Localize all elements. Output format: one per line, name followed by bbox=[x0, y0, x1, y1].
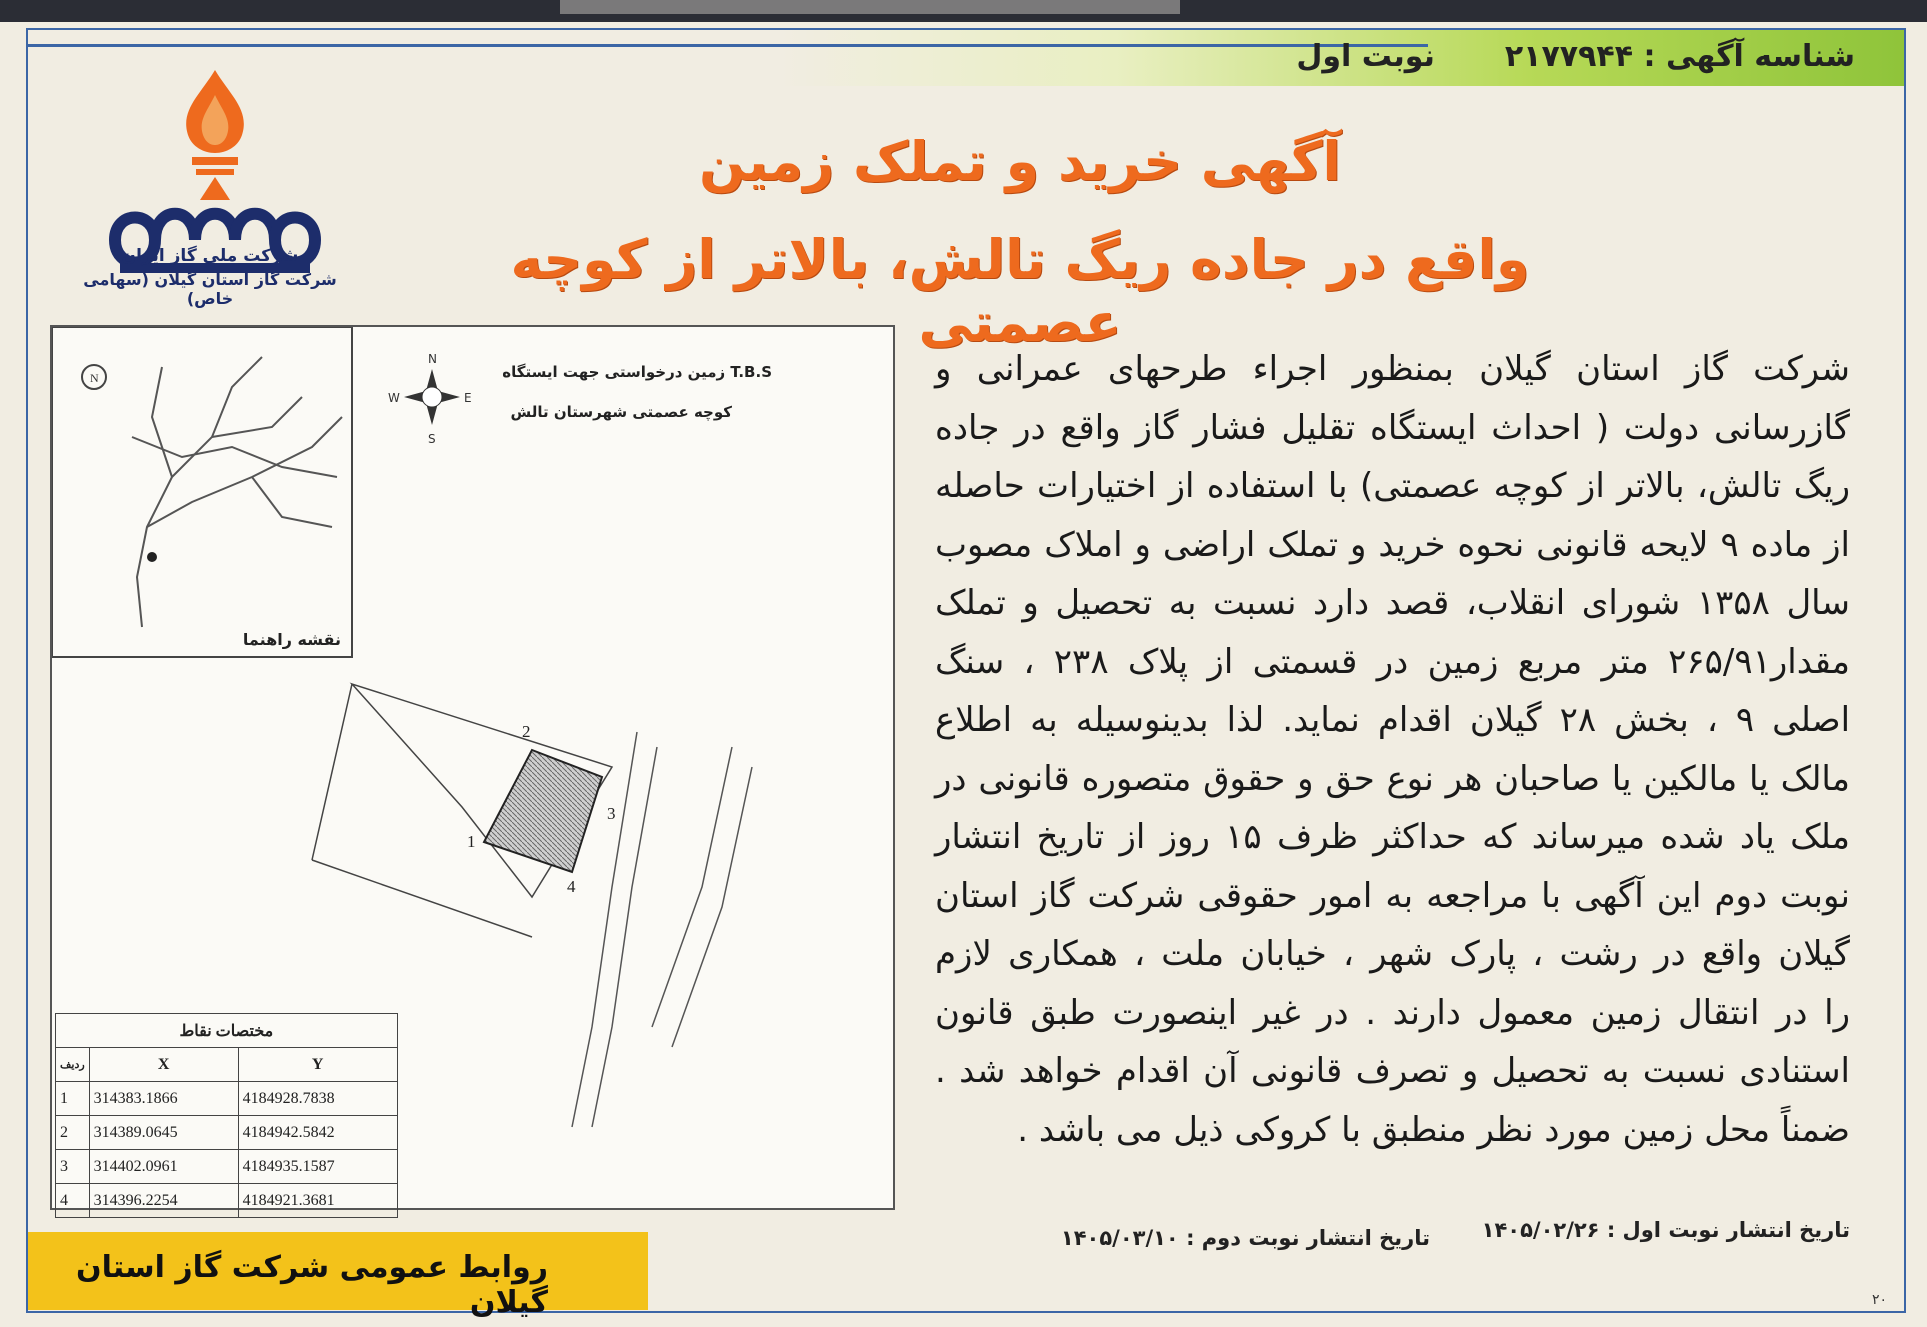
second-publication-date: تاریخ انتشار نوبت دوم : ۱۴۰۵/۰۳/۱۰ bbox=[1060, 1226, 1430, 1250]
guide-map-north-letter: N bbox=[90, 371, 99, 385]
table-header-row: ردیف bbox=[56, 1048, 90, 1082]
body-line: گازرسانی دولت ( احداث ایستگاه تقلیل فشار گاز واقع در جاده bbox=[935, 407, 1850, 448]
table-row bbox=[56, 1082, 398, 1116]
coordinates-table bbox=[55, 1013, 398, 1218]
table-row bbox=[56, 1116, 398, 1150]
point-x: 314396.2254 bbox=[89, 1184, 238, 1218]
parcel-boundary-line bbox=[312, 860, 532, 937]
point-id: 3 bbox=[56, 1150, 90, 1184]
table-row bbox=[56, 1184, 398, 1218]
parcel-boundary-line bbox=[312, 684, 352, 860]
publication-round: نوبت اول bbox=[1296, 38, 1435, 74]
map-caption-line1: زمین درخواستی جهت ایستگاه T.B.S bbox=[502, 363, 772, 381]
corner-label-2: 2 bbox=[522, 722, 531, 741]
point-id: 2 bbox=[56, 1116, 90, 1150]
point-x: 314389.0645 bbox=[89, 1116, 238, 1150]
body-line: مالک یا مالکین یا صاحبان هر نوع حق و حقوق متصوره قانونی در bbox=[935, 758, 1850, 799]
gas-company-logo-icon bbox=[80, 65, 350, 305]
point-y: 4184942.5842 bbox=[238, 1116, 397, 1150]
page-number: ۲۰ bbox=[1872, 1292, 1888, 1308]
notice-title-line1: آگهی خرید و تملک زمین bbox=[699, 130, 1341, 193]
body-line: اصلی ۹ ، بخش ۲۸ گیلان اقدام نماید. لذا بدینوسیله به اطلاع bbox=[935, 700, 1851, 740]
corner-label-3: 3 bbox=[607, 804, 616, 823]
body-line: سال ۱۳۵۸ شورای انقلاب، قصد دارد نسبت به تحصیل و تملک bbox=[935, 583, 1851, 623]
footer-public-relations: روابط عمومی شرکت گاز استان گیلان bbox=[76, 1250, 548, 1320]
compass-w: W bbox=[388, 391, 400, 405]
compass-e: E bbox=[464, 391, 472, 405]
notice-body bbox=[935, 340, 1850, 1159]
table-header-x: X bbox=[89, 1048, 238, 1082]
logo-caption-gilan: شرکت گاز استان گیلان (سهامی خاص) bbox=[83, 270, 337, 308]
top-strip bbox=[0, 0, 1927, 22]
coordinates-table-title: مختصات نقاط bbox=[56, 1014, 398, 1048]
guide-map-roads bbox=[132, 357, 342, 627]
body-line: گیلان واقع در رشت ، پارک شهر ، خیابان ملت ، همکاری لازم bbox=[935, 934, 1850, 974]
body-line: ریگ تالش، بالاتر از کوچه عصمتی) با استفاده از اختیارات حاصله bbox=[935, 466, 1850, 506]
first-publication-date: تاریخ انتشار نوبت اول : ۱۴۰۵/۰۲/۲۶ bbox=[1481, 1218, 1850, 1242]
body-line: استنادی نسبت به تحصیل و تصرف قانونی آن اقدام خواهد شد . bbox=[935, 1051, 1850, 1091]
body-line: ملک یاد شده میرساند که حداکثر ظرف ۱۵ روز از تاریخ انتشار bbox=[935, 817, 1850, 857]
logo-caption-nigc: شرکت ملی گاز ایران bbox=[121, 246, 299, 266]
point-y: 4184928.7838 bbox=[238, 1082, 397, 1116]
body-line: از ماده ۹ لایحه قانونی نحوه خرید و تملک اراضی و املاک مصوب bbox=[935, 524, 1850, 565]
road-lines bbox=[572, 732, 752, 1127]
point-x: 314402.0961 bbox=[89, 1150, 238, 1184]
guide-map-site-marker bbox=[147, 552, 157, 562]
notice-id: شناسه آگهی : ۲۱۷۷۹۴۴ bbox=[1504, 38, 1855, 74]
table-row bbox=[56, 1150, 398, 1184]
corner-label-1: 1 bbox=[467, 832, 476, 851]
notice-title-line2: واقع در جاده ریگ تالش، بالاتر از کوچه عصمتی bbox=[510, 228, 1530, 354]
compass-s: S bbox=[428, 432, 436, 446]
corner-label-4: 4 bbox=[567, 877, 576, 896]
compass-rose-icon bbox=[388, 352, 472, 446]
guide-map-label: نقشه راهنما bbox=[242, 630, 342, 649]
body-line: مقدار۲۶۵/۹۱ متر مربع زمین در قسمتی از پلاک ۲۳۸ ، سنگ bbox=[935, 641, 1850, 682]
table-header-y: Y bbox=[238, 1048, 397, 1082]
map-caption-line2: کوچه عصمتی شهرستان تالش bbox=[510, 403, 732, 421]
body-line: ضمناً محل زمین مورد نظر منطبق با کروکی ذیل می باشد . bbox=[1017, 1109, 1850, 1150]
point-x: 314383.1866 bbox=[89, 1082, 238, 1116]
point-id: 1 bbox=[56, 1082, 90, 1116]
notice-header bbox=[1296, 30, 1855, 82]
requested-land-parcel bbox=[484, 750, 602, 872]
point-id: 4 bbox=[56, 1184, 90, 1218]
compass-n: N bbox=[428, 352, 437, 366]
body-line: نوبت دوم این آگهی با مراجعه به امور حقوقی شرکت گاز استان bbox=[935, 875, 1850, 916]
body-line: را در انتقال زمین معمول دارند . در غیر اینصورت طبق قانون bbox=[935, 992, 1850, 1033]
body-line: شرکت گاز استان گیلان بمنظور اجراء طرحهای عمرانی و bbox=[935, 349, 1850, 389]
point-y: 4184935.1587 bbox=[238, 1150, 397, 1184]
point-y: 4184921.3681 bbox=[238, 1184, 397, 1218]
